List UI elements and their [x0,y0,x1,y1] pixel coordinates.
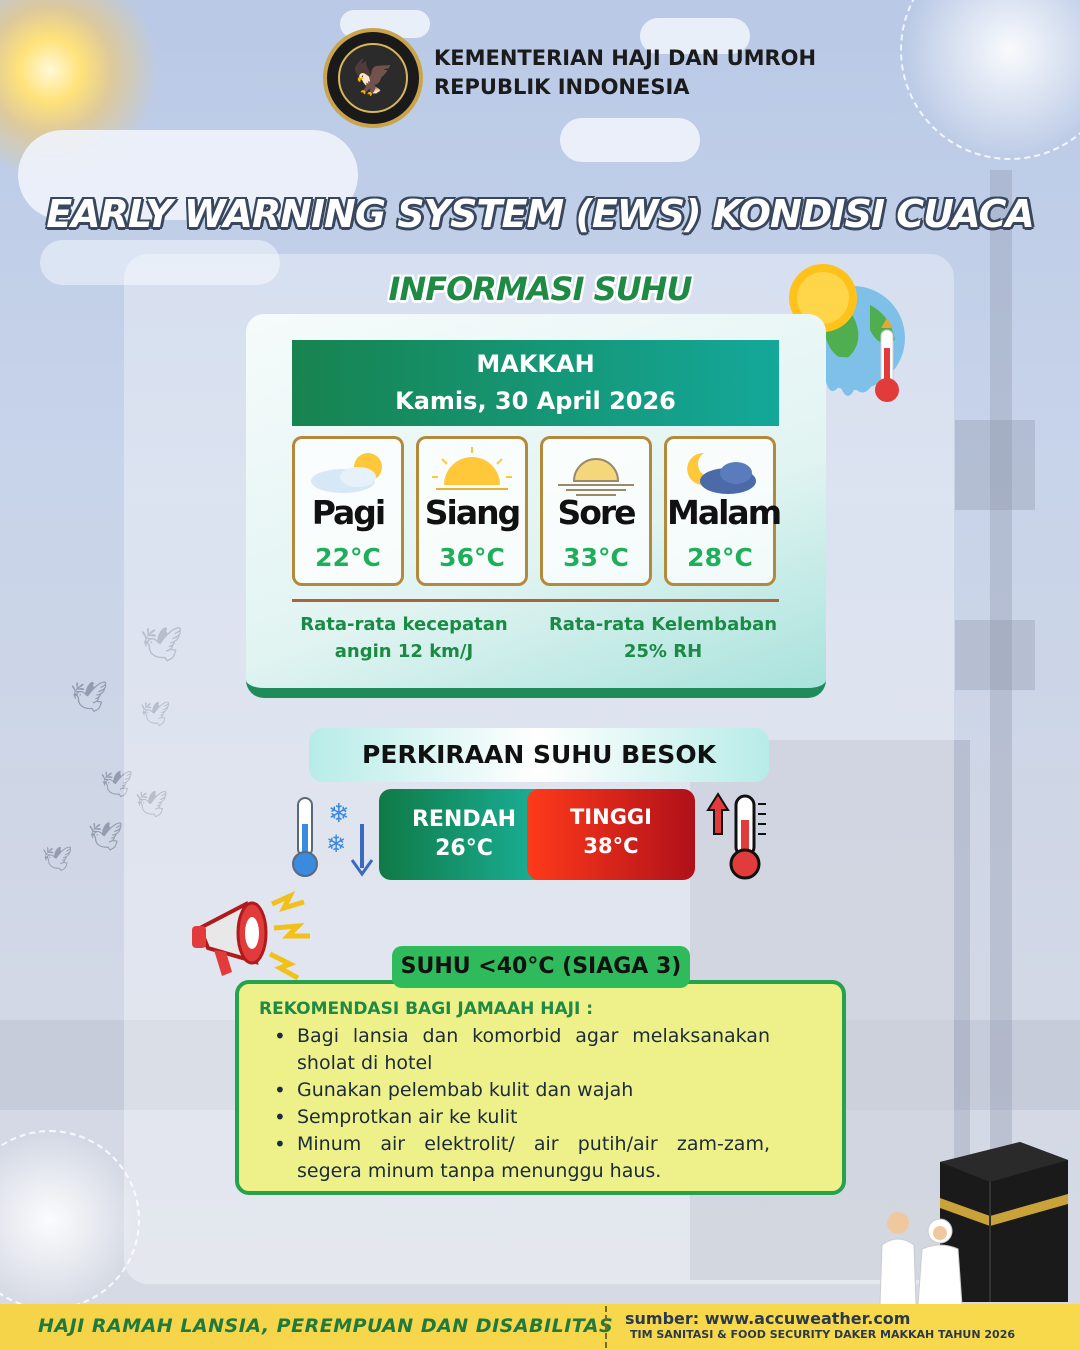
period-tile-sore [540,436,652,586]
period-tile-siang [416,436,528,586]
list-item: • Semprotkan air ke kulit [259,1104,822,1131]
footer-team: TIM SANITASI & FOOD SECURITY DAKER MAKKAH TAHUN 2026 [630,1328,1016,1341]
bird-icon: 🕊 [140,700,171,728]
hot-thermometer-icon [704,790,776,880]
minaret-icon [955,620,1035,690]
partly-sunny-icon [298,445,398,497]
megaphone-icon [186,888,316,983]
sun-icon [422,445,522,497]
list-item: • Gunakan pelembab kulit dan wajah [259,1077,822,1104]
ministry-line-2: REPUBLIK INDONESIA [434,75,690,99]
minaret-icon [955,420,1035,510]
period-label: Siang [424,493,520,532]
sunset-icon [546,445,646,497]
recommendation-list [259,1023,822,1185]
bird-icon: 🕊 [70,680,109,715]
moon-cloud-icon [670,445,770,497]
ministry-name [434,44,816,102]
bird-icon: 🕊 [135,790,169,820]
footer-source: sumber: www.accuweather.com [625,1309,911,1328]
garuda-emblem-icon: 🦅 [338,43,408,113]
bird-icon: 🕊 [88,820,124,853]
period-label: Pagi [311,493,385,532]
svg-text:❄: ❄ [328,799,350,829]
list-item: • Minum air elektrolit/ air putih/air zam-zam, segera minum tanpa menunggu haus. [259,1131,822,1185]
cloud-icon [560,118,700,162]
bird-icon: 🕊 [100,770,134,800]
period-temp: 33°C [563,543,629,572]
period-temp: 28°C [687,543,753,572]
alert-level-badge: SUHU <40°C (SIAGA 3) [392,946,690,988]
recommendation-box [235,980,846,1195]
period-temp: 36°C [439,543,505,572]
bird-icon: 🕊 [140,625,184,665]
footer-slogan: HAJI RAMAH LANSIA, PEREMPUAN DAN DISABILITAS [38,1315,614,1337]
wind-line-2: angin 12 km/J [334,641,474,662]
forecast-title: PERKIRAAN SUHU BESOK [309,728,769,782]
low-temp-box [379,789,549,880]
mandala-ornament-icon [900,0,1080,160]
high-value: 38°C [583,834,639,858]
section-title: INFORMASI SUHU [388,270,692,308]
low-value: 26°C [435,836,493,861]
svg-text:❄: ❄ [326,830,347,858]
period-label: Malam [667,493,781,532]
cold-thermometer-icon [290,794,376,880]
period-tile-malam [664,436,781,586]
ministry-line-1: KEMENTERIAN HAJI DAN UMROH [434,46,817,70]
pilgrims-icon [876,1205,966,1305]
city-name: MAKKAH [476,350,595,378]
card-divider [292,599,779,602]
humidity-line-2: 25% RH [623,641,703,662]
humidity-stat [543,611,783,665]
high-label: TINGGI [569,805,652,829]
high-temp-box [527,789,695,880]
humidity-line-1: Rata-rata Kelembaban [548,614,778,635]
period-temp: 22°C [315,543,381,572]
wind-line-1: Rata-rata kecepatan [300,614,508,635]
low-label: RENDAH [411,807,517,832]
period-tile-pagi [292,436,404,586]
list-item: • Bagi lansia dan komorbid agar melaksanakan sholat di hotel [259,1023,822,1077]
forecast-date: Kamis, 30 April 2026 [395,387,676,415]
ministry-logo [323,28,423,128]
recommendation-title: REKOMENDASI BAGI JAMAAH HAJI : [259,999,593,1019]
bird-icon: 🕊 [42,845,73,873]
mandala-ornament-icon [0,1130,140,1310]
wind-speed-stat [284,611,524,665]
period-label: Sore [557,493,635,532]
page-title: EARLY WARNING SYSTEM (EWS) KONDISI CUACA [46,192,1034,236]
city-date-banner [292,340,779,426]
footer-separator [605,1306,607,1348]
